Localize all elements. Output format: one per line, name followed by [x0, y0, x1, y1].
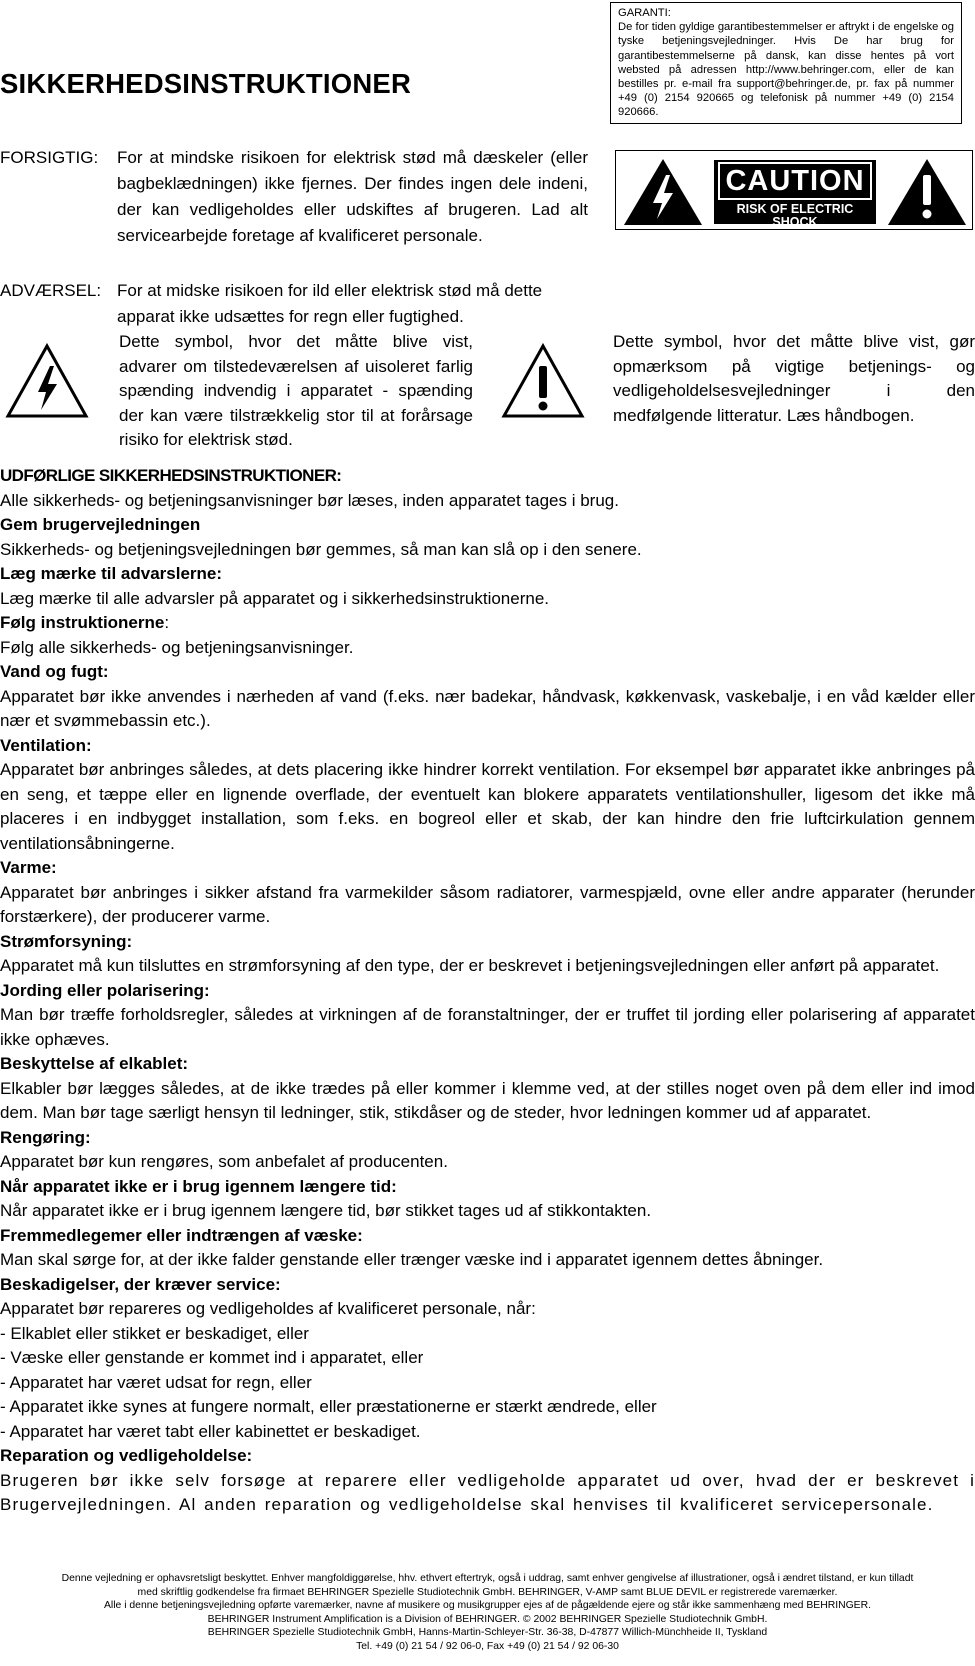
- exclamation-triangle-icon: [500, 342, 586, 420]
- footer-line: med skriftlig godkendelse fra firmaet BEHRINGER Spezielle Studiotechnik GmbH. BEHRINGER, V-AMP samt BLUE DEVIL er registrerede varemærker.: [137, 1586, 838, 1598]
- page-title: SIKKERHEDSINSTRUKTIONER: [0, 68, 412, 99]
- section-water: [0, 660, 975, 734]
- warranty-heading: GARANTI:: [618, 7, 671, 19]
- section-heading: Ventilation:: [0, 735, 92, 755]
- section-heat: [0, 856, 975, 930]
- list-item: - Elkablet eller stikket er beskadiget, eller: [0, 1323, 309, 1343]
- section-body: Apparatet bør kun rengøres, som anbefalet af producenten.: [0, 1152, 448, 1171]
- section-body: Apparatet bør anbringes således, at dets placering ikke hindrer korrekt ventilation. For eksempel bør apparatet ikke anbringes på en seng, et tæppe eller en lignende overflade, der eventuelt kan blokere apparatets ventilationshuller, ligesom det ikke må placeres i en indbygget installation, som f.eks. en bogreol eller et skab, der kan hindre den frie luftcirkulation gennem ventilationsåbningerne.: [0, 760, 975, 853]
- section-keep-manual: [0, 513, 975, 562]
- section-heading: Jording eller polarisering:: [0, 980, 210, 1000]
- section-cleaning: [0, 1126, 975, 1175]
- caution-line-2: DO NOT OPEN: [751, 228, 839, 242]
- caution-label-box: [615, 150, 973, 242]
- footer-line: Tel. +49 (0) 21 54 / 92 06-0, Fax +49 (0) 21 54 / 92 06-30: [356, 1640, 619, 1652]
- footer-line: BEHRINGER Instrument Amplification is a Division of BEHRINGER. © 2002 BEHRINGER Spezielle Studiotechnik GmbH.: [207, 1613, 768, 1625]
- section-heading-line: [0, 611, 975, 636]
- section-ventilation: [0, 734, 975, 857]
- section-body: Apparatet bør ikke anvendes i nærheden af vand (f.eks. nær badekar, håndvask, køkkenvask, vaskebalje, i en våd kælder eller nær et svømmebassin etc.).: [0, 686, 975, 730]
- section-heading-suffix: :: [164, 613, 170, 632]
- forsigtig-label: FORSIGTIG:: [0, 148, 99, 167]
- section-heading: UDFØRLIGE SIKKERHEDSINSTRUKTIONER:: [0, 466, 342, 485]
- forsigtig-text: For at mindske risikoen for elektrisk stød må dæskeler (eller bagbeklædningen) ikke fjernes. Der findes ingen dele indeni, der kan vedligeholdes eller udskiftes af brugeren. Lad alt servicearbejde foretage af kvalificeret personale.: [117, 148, 588, 245]
- section-heading: Gem brugervejledningen: [0, 515, 201, 534]
- list-item: - Apparatet ikke synes at fungere normalt, eller præstationerne er stærkt ændrede, eller: [0, 1397, 657, 1416]
- list-item: - Væske eller genstande er kommet ind i apparatet, eller: [0, 1348, 424, 1367]
- footer-line: Alle i denne betjeningsvejledning opførte varemærker, navne af musikere og musikgrupper ejes af de pågældende ejere og står ikke sammenhæng med BEHRINGER.: [104, 1600, 871, 1612]
- section-body: Sikkerheds- og betjeningsvejledningen bør gemmes, så man kan slå op i den senere.: [0, 539, 642, 559]
- section-heading: Beskadigelser, der kræver service:: [0, 1274, 281, 1294]
- safety-sections: [0, 464, 975, 1518]
- section-repair: [0, 1444, 975, 1518]
- caution-line-1: RISK OF ELECTRIC SHOCK: [736, 202, 854, 229]
- caution-text-panel: [714, 160, 876, 242]
- section-heading: Beskyttelse af elkablet:: [0, 1054, 189, 1073]
- section-power: [0, 930, 975, 979]
- list-item: - Apparatet har været udsat for regn, eller: [0, 1372, 312, 1392]
- lightning-symbol-text: Dette symbol, hvor det måtte blive vist, advarer om tilstedeværelsen af uisoleret farlig spænding indvendig i apparatet - spænding der kan være tilstrækkelig stor til at forårsage risiko for elektrisk stød.: [119, 332, 473, 449]
- section-body: Apparatet bør repareres og vedligeholdes af kvalificeret personale, når:: [0, 1299, 536, 1318]
- section-heading: Strømforsyning:: [0, 931, 133, 951]
- section-heading: Reparation og vedligeholdelse:: [0, 1446, 253, 1465]
- section-warnings: [0, 562, 975, 611]
- section-damage: [0, 1273, 975, 1445]
- section-general: [0, 464, 975, 513]
- caution-main-text: CAUTION: [718, 162, 872, 200]
- section-body: Læg mærke til alle advarsler på apparatet og i sikkerhedsinstruktionerne.: [0, 588, 549, 608]
- list-item: - Apparatet har været tabt eller kabinettet er beskadiget.: [0, 1421, 421, 1441]
- footer-line: BEHRINGER Spezielle Studiotechnik GmbH, Hanns-Martin-Schleyer-Str. 36-38, D-47877 Willich-Münchheide II, Tyskland: [207, 1627, 768, 1639]
- section-heading: Når apparatet ikke er i brug igennem længere tid:: [0, 1176, 397, 1196]
- section-heading: Fremmedlegemer eller indtrængen af væske:: [0, 1225, 363, 1245]
- section-body: Apparatet må kun tilsluttes en strømforsyning af den type, der er beskrevet i betjeningsvejledningen eller anført på apparatet.: [0, 956, 940, 975]
- section-body: Brugeren bør ikke selv forsøge at reparere eller vedligeholde apparatet ud over, hvad der er beskrevet i Brugervejledningen. Al anden reparation og vedligeholdelse skal henvises til kvalificeret servicepersonale.: [0, 1470, 975, 1514]
- section-heading: Følg instruktionerne: [0, 613, 165, 632]
- footer-line: Denne vejledning er ophavsretsligt beskyttet. Enhver mangfoldiggørelse, hhv. ethvert eftertryk, også i uddrag, samt enhver gengivelse af illustrationer, også i ændret tilstand, er kun tilladt: [61, 1573, 914, 1584]
- section-body: Følg alle sikkerheds- og betjeningsanvisninger.: [0, 637, 354, 657]
- section-heading: Vand og fugt:: [0, 662, 109, 681]
- section-body: Alle sikkerheds- og betjeningsanvisninger bør læses, inden apparatet tages i brug.: [0, 490, 619, 510]
- lightning-triangle-icon: [4, 342, 90, 420]
- exclamation-warning-icon: [886, 157, 968, 227]
- section-body: Man skal sørge for, at der ikke falder genstande eller trænger væske ind i apparatet igennem dettes åbninger.: [0, 1250, 824, 1269]
- section-cable: [0, 1052, 975, 1126]
- advarsel-label: ADVÆRSEL:: [0, 281, 102, 300]
- section-grounding: [0, 979, 975, 1053]
- electric-shock-warning-icon: [622, 157, 704, 227]
- section-body: Man bør træffe forholdsregler, således at virkningen af de foranstaltninger, der er truffet til jording eller polarisering af apparatet ikke ophæves.: [0, 1005, 975, 1049]
- advarsel-text: For at midske risikoen for ild eller elektrisk stød må dette apparat ikke udsættes for regn eller fugtighed.: [117, 281, 543, 326]
- section-body: Elkabler bør lægges således, at de ikke trædes på eller kommer i klemme ved, at der stilles noget oven på dem eller ind imod dem. Man bør tage særligt hensyn til ledninger, stik, stikdåser og de steder, hvor ledningen kommer ud af apparatet.: [0, 1078, 975, 1122]
- section-heading: Læg mærke til advarslerne:: [0, 564, 223, 583]
- warranty-text: De for tiden gyldige garantibestemmelser er aftrykt i de engelske og tyske betjeningsvejledninger. Hvis De har brug for garantibestemmelserne på dansk, kan disse hentes på vort websted på adressen http://www.behringer.com, eller de kan bestilles pr. e-mail fra support@behringer.de, pr. fax på nummer +49 (0) 2154 920665 og telefonisk på nummer +49 (0) 2154 920666.: [618, 21, 954, 119]
- section-body: Når apparatet ikke er i brug igennem længere tid, bør stikket tages ud af stikkontakten.: [0, 1201, 652, 1220]
- section-heading: Varme:: [0, 858, 57, 877]
- section-instructions: [0, 611, 975, 660]
- section-body: Apparatet bør anbringes i sikker afstand fra varmekilder såsom radiatorer, varmespjæld, ovne eller andre apparater (herunder forstærkere), der producerer varme.: [0, 882, 975, 926]
- section-foreign-objects: [0, 1224, 975, 1273]
- warranty-box: [610, 2, 962, 124]
- section-not-in-use: [0, 1175, 975, 1224]
- footer: [0, 1572, 975, 1654]
- exclamation-symbol-text: Dette symbol, hvor det måtte blive vist, gør opmærksom på vigtige betjenings- og vedligeholdelsesvejledninger i den medfølgende litteratur. Læs håndbogen.: [613, 332, 975, 425]
- section-heading: Rengøring:: [0, 1127, 91, 1147]
